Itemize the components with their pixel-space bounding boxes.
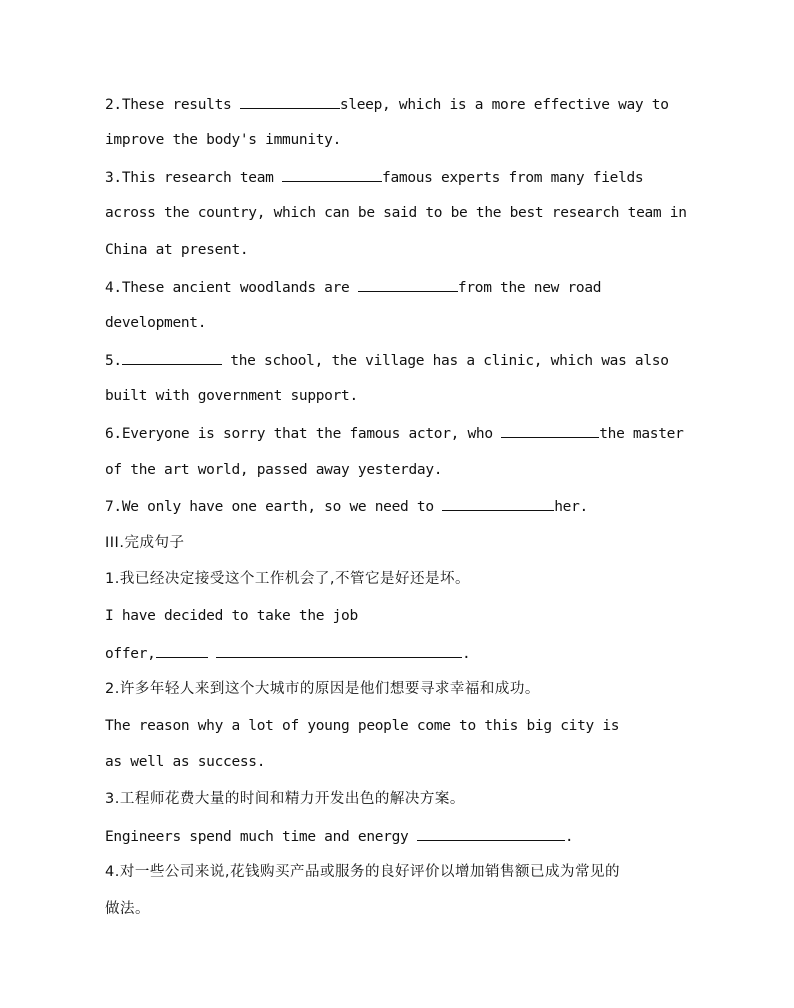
answer-blank[interactable] xyxy=(156,643,208,658)
answer-blank[interactable] xyxy=(417,826,565,841)
question-7-text-cont: her. xyxy=(554,499,588,515)
question-3-line-2: across the country, which can be said to be the best research team in xyxy=(105,205,687,221)
question-5-line-2: built with government support. xyxy=(105,388,358,404)
answer-blank[interactable] xyxy=(442,496,554,511)
sentence-1-english-cont xyxy=(105,643,470,664)
question-2-text-cont: sleep, which is a more effective way to xyxy=(339,97,669,113)
answer-blank[interactable] xyxy=(358,277,458,292)
sentence-2-english-cont: as well as success. xyxy=(105,754,266,770)
question-4-line-1 xyxy=(105,277,601,298)
question-2-line-1 xyxy=(105,94,669,115)
question-6-line-1 xyxy=(105,423,684,444)
question-7-line-1 xyxy=(105,496,588,517)
sentence-4-chinese-cont: 做法。 xyxy=(105,901,150,917)
answer-blank[interactable] xyxy=(216,643,462,658)
answer-blank[interactable] xyxy=(122,350,222,365)
question-5-number: 5. xyxy=(105,353,122,369)
sentence-1-text: offer, xyxy=(105,646,156,662)
question-2-line-2: improve the body's immunity. xyxy=(105,132,342,148)
sentence-1-chinese: 1.我已经决定接受这个工作机会了,不管它是好还是坏。 xyxy=(105,571,470,587)
question-3-text: 3.This research team xyxy=(105,170,283,186)
question-2-text: 2.These results xyxy=(105,97,240,113)
question-6-text-cont: the master xyxy=(599,426,684,442)
sentence-2-english: The reason why a lot of young people come to this big city is xyxy=(105,718,620,734)
sentence-4-chinese: 4.对一些公司来说,花钱购买产品或服务的良好评价以增加销售额已成为常见的 xyxy=(105,864,620,880)
question-3-line-1 xyxy=(105,167,643,188)
question-6-text: 6.Everyone is sorry that the famous actor, who xyxy=(105,426,502,442)
question-3-text-cont: famous experts from many fields xyxy=(382,170,644,186)
sentence-3-english xyxy=(105,826,573,847)
sentence-1-period: . xyxy=(462,646,471,662)
answer-blank[interactable] xyxy=(282,167,382,182)
question-3-line-3: China at present. xyxy=(105,242,249,258)
question-5-text: the school, the village has a clinic, which was also xyxy=(221,353,669,369)
answer-blank[interactable] xyxy=(240,94,340,109)
question-4-line-2: development. xyxy=(105,315,207,331)
question-4-text-cont: from the new road xyxy=(457,280,602,296)
answer-blank[interactable] xyxy=(501,423,599,438)
question-6-line-2: of the art world, passed away yesterday. xyxy=(105,462,443,478)
sentence-3-chinese: 3.工程师花费大量的时间和精力开发出色的解决方案。 xyxy=(105,791,465,807)
sentence-3-period: . xyxy=(564,829,574,845)
question-7-text: 7.We only have one earth, so we need to xyxy=(105,499,443,515)
sentence-3-text: Engineers spend much time and energy xyxy=(105,829,417,845)
sentence-1-english: I have decided to take the job xyxy=(105,608,358,624)
question-5-line-1 xyxy=(105,350,669,371)
sentence-2-chinese: 2.许多年轻人来到这个大城市的原因是他们想要寻求幸福和成功。 xyxy=(105,681,540,697)
sentence-1-space xyxy=(208,646,216,662)
section-heading: III.完成句子 xyxy=(105,535,185,551)
question-4-text: 4.These ancient woodlands are xyxy=(105,280,358,296)
